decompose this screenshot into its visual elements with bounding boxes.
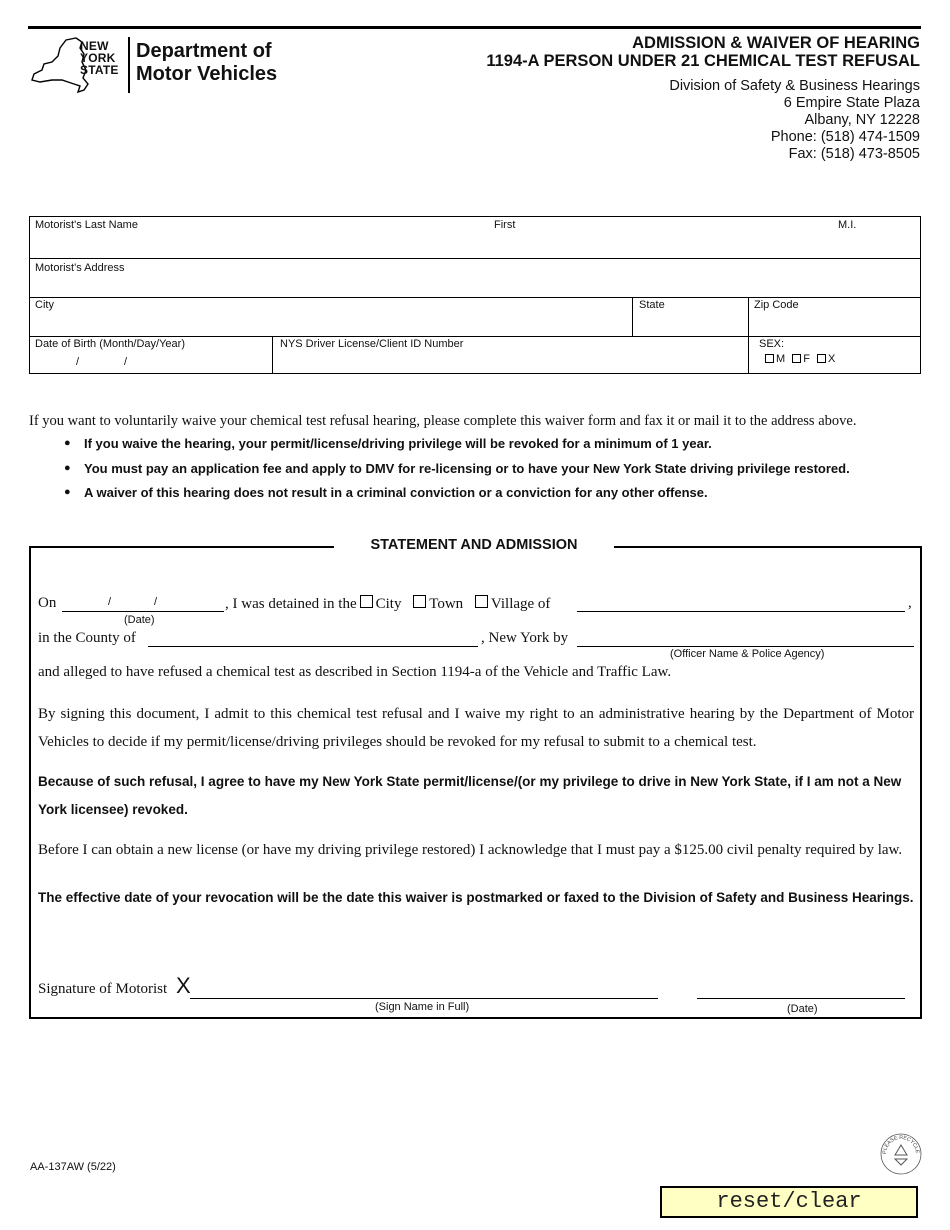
detained-text: [225, 595, 550, 613]
date-caption: (Date): [124, 614, 155, 626]
reset-clear-button[interactable]: reset/clear: [660, 1186, 918, 1218]
date-caption: (Date): [787, 1003, 818, 1015]
zip-label: Zip Code: [754, 299, 799, 311]
city-checkbox[interactable]: [360, 595, 373, 608]
zip-field[interactable]: [749, 297, 920, 336]
warning-list: [84, 436, 850, 510]
state-label: State: [639, 299, 665, 311]
sex-x-label: X: [828, 353, 836, 365]
officer-caption: (Officer Name & Police Agency): [670, 648, 825, 660]
signature-date-line[interactable]: [697, 998, 905, 999]
town-checkbox[interactable]: [413, 595, 426, 608]
motorist-info-grid: [29, 216, 921, 374]
dob-slash: /: [76, 356, 80, 368]
form-title: ADMISSION & WAIVER OF HEARING 1194-A PERSON UNDER 21 CHEMICAL TEST REFUSAL: [486, 34, 920, 70]
last-name-label: Motorist's Last Name: [35, 219, 138, 231]
recycle-text: PLEASE RECYCLE: [881, 1134, 921, 1155]
city-field[interactable]: [30, 297, 632, 336]
division-address: Division of Safety & Business Hearings 6 Empire State Plaza Albany, NY 12228 Phone: (518) 474-1509 Fax: (518) 473-8505: [669, 78, 920, 162]
department-name: Department of Motor Vehicles: [136, 40, 278, 85]
county-label: in the County of: [38, 630, 136, 646]
signature-x-mark: X: [176, 973, 191, 998]
date-slash: /: [108, 596, 112, 608]
on-label: On: [38, 595, 57, 611]
license-label: NYS Driver License/Client ID Number: [280, 338, 464, 350]
sex-f-checkbox[interactable]: [792, 354, 801, 363]
city-label: City: [35, 299, 54, 311]
first-name-field[interactable]: [490, 217, 830, 258]
alleged-text: and alleged to have refused a chemical test as described in Section 1194-a of the Vehicle and Traffic Law.: [38, 664, 672, 680]
city-option-label: City: [375, 596, 402, 612]
comma: ,: [908, 595, 912, 611]
sex-field: [749, 336, 920, 374]
dob-label: Date of Birth (Month/Day/Year): [35, 338, 185, 350]
form-number: AA-137AW (5/22): [30, 1161, 116, 1173]
effective-date-notice: The effective date of your revocation will be the date this waiver is postmarked or faxed to the Division of Safety and Business Hearings.: [38, 890, 914, 905]
sign-caption: (Sign Name in Full): [375, 1001, 470, 1013]
address-field[interactable]: [30, 258, 920, 297]
list-item: ● A waiver of this hearing does not result in a criminal conviction or a conviction for any other offense.: [84, 485, 850, 510]
recycle-icon: [880, 1133, 922, 1175]
list-item: ● You must pay an application fee and apply to DMV for re-licensing or to have your New York State driving privilege restored.: [84, 461, 850, 486]
middle-initial-field[interactable]: [830, 217, 920, 258]
signature-line[interactable]: [190, 998, 658, 999]
statement-title: STATEMENT AND ADMISSION: [370, 537, 578, 553]
officer-line[interactable]: [577, 646, 914, 647]
mi-label: M.I.: [838, 219, 857, 231]
village-checkbox[interactable]: [475, 595, 488, 608]
penalty-paragraph: Before I can obtain a new license (or have my driving privilege restored) I acknowledge that I must pay a $125.00 civil penalty required by law.: [38, 842, 903, 858]
sex-f-label: F: [803, 353, 810, 365]
first-name-label: First: [494, 219, 516, 231]
new-york-by-label: , New York by: [481, 630, 569, 646]
address-label: Motorist's Address: [35, 262, 125, 274]
admission-paragraph: By signing this document, I admit to this chemical test refusal and I waive my right to an administrative hearing by the Department of Motor Vehicles to decide if my permit/license/driving privileges should be revoked for my refusal to submit to a chemical test.: [38, 706, 914, 750]
date-slash: /: [154, 596, 158, 608]
license-field[interactable]: [273, 336, 748, 374]
sex-x-checkbox[interactable]: [817, 354, 826, 363]
last-name-field[interactable]: [30, 217, 490, 258]
signature-label: Signature of Motorist: [38, 981, 168, 997]
dob-slash: /: [124, 356, 128, 368]
county-line[interactable]: [148, 646, 478, 647]
village-option-label: Village of: [490, 596, 551, 612]
town-option-label: Town: [429, 596, 464, 612]
sex-m-checkbox[interactable]: [765, 354, 774, 363]
intro-text: If you want to voluntarily waive your chemical test refusal hearing, please complete this waiver form and fax it or mail it to the address above.: [29, 413, 857, 429]
dob-field[interactable]: [30, 336, 272, 374]
detained-label: , I was detained in the: [225, 596, 357, 612]
village-name-line[interactable]: [577, 611, 905, 612]
sex-options: [765, 353, 835, 365]
nys-logo-text: NEW YORK STATE: [80, 39, 119, 77]
revocation-agreement: Because of such refusal, I agree to have my New York State permit/license/(or my privilege to drive in New York State, if I am not a New York licensee) revoked.: [38, 774, 902, 817]
top-rule: [28, 26, 921, 29]
sex-label: SEX:: [759, 338, 785, 350]
sex-m-label: M: [776, 353, 786, 365]
list-item: ● If you waive the hearing, your permit/license/driving privilege will be revoked for a minimum of 1 year.: [84, 436, 850, 461]
logo-divider: [128, 37, 130, 93]
incident-date-line[interactable]: [62, 611, 224, 612]
state-field[interactable]: [633, 297, 748, 336]
